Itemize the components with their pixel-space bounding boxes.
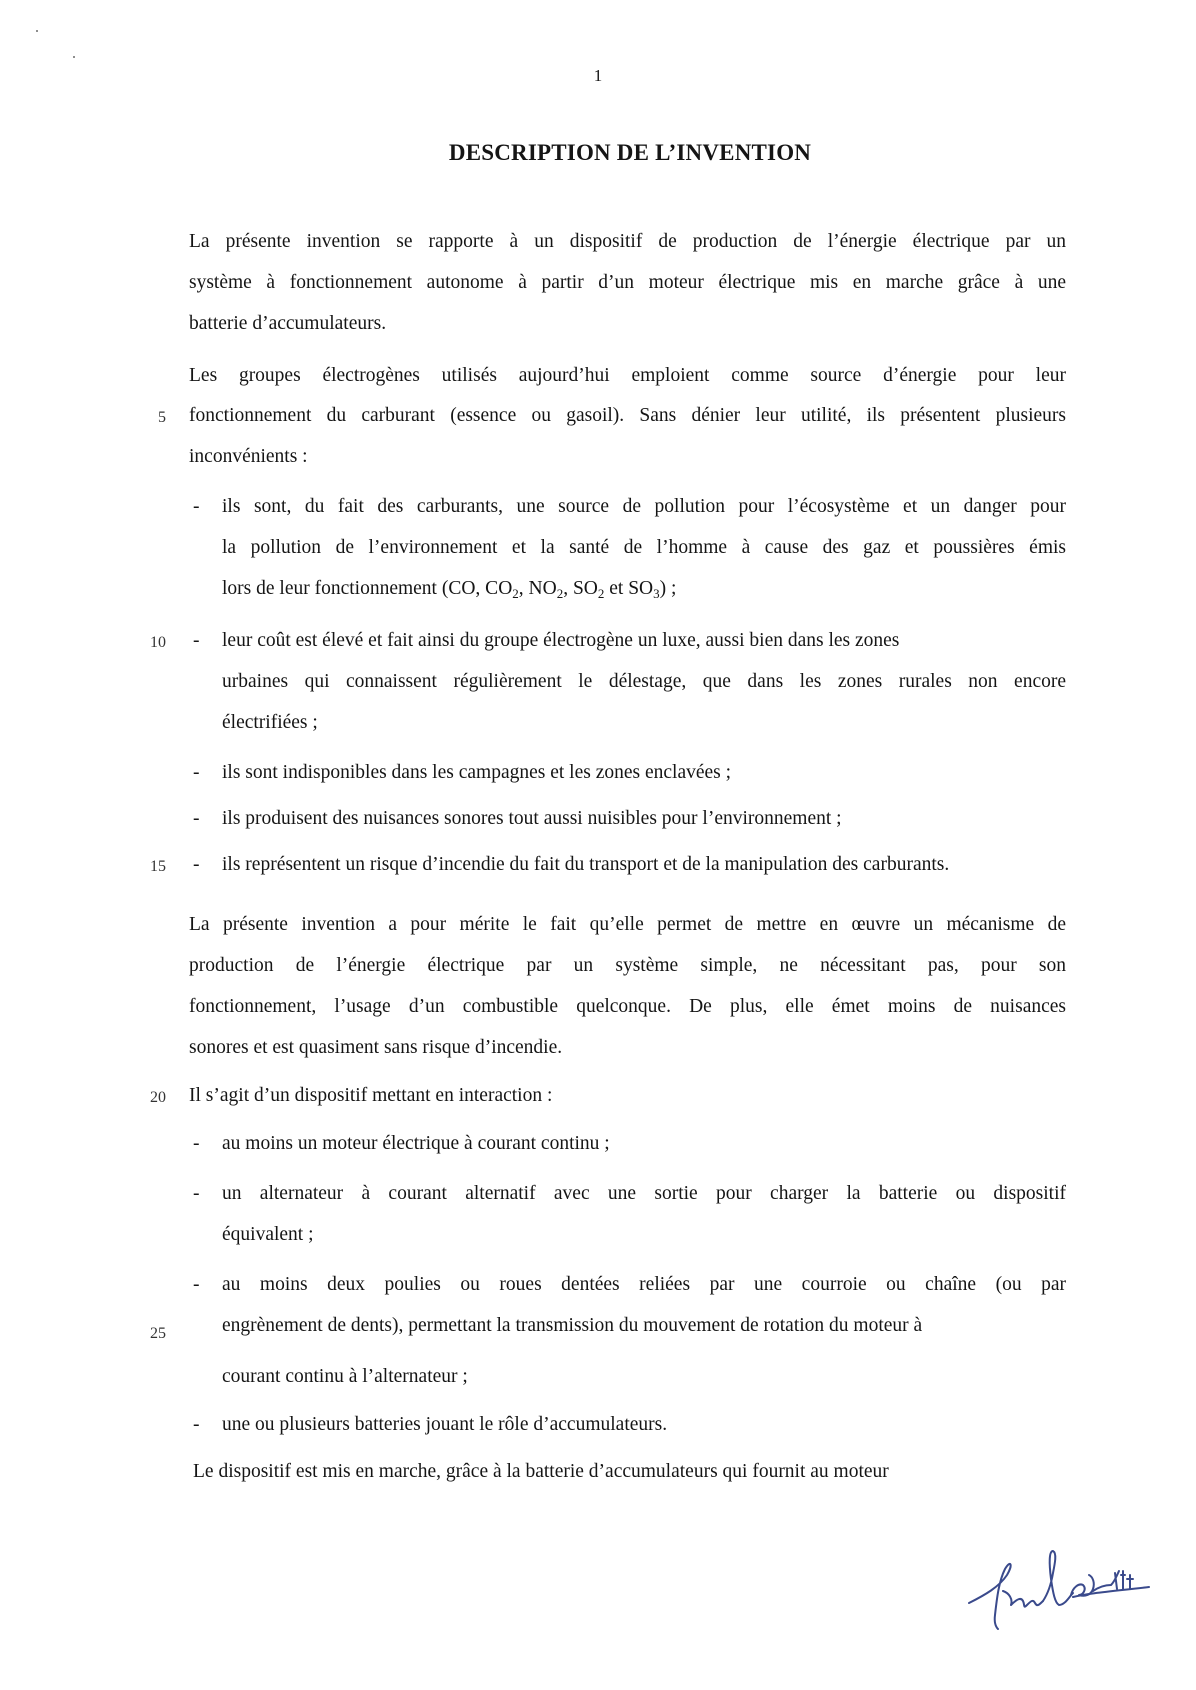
list-item-line: la pollution de l’environnement et la santé de l’homme à cause des gaz et poussières émis xyxy=(222,537,1066,558)
list-item-line: équivalent ; xyxy=(222,1224,314,1245)
subscript: 2 xyxy=(556,586,564,601)
paragraph-line: fonctionnement, l’usage d’un combustible quelconque. De plus, elle émet moins de nuisances xyxy=(189,996,1066,1017)
formula-text: , SO xyxy=(563,578,598,599)
formula-text: ) ; xyxy=(659,578,677,599)
list-item-line: un alternateur à courant alternatif avec une sortie pour charger la batterie ou dispositif xyxy=(222,1183,1066,1204)
paragraph-line: sonores et est quasiment sans risque d’incendie. xyxy=(189,1037,563,1058)
formula-text: , NO xyxy=(518,578,557,599)
page-number: 1 xyxy=(593,66,603,85)
formula-text: et SO xyxy=(604,578,654,599)
list-item-line xyxy=(222,576,1066,602)
line-number: 5 xyxy=(158,409,166,426)
list-item-line: courant continu à l’alternateur ; xyxy=(222,1366,468,1387)
list-item-line: électrifiées ; xyxy=(222,712,318,733)
paragraph-line: inconvénients : xyxy=(189,446,308,467)
list-item-line: ils sont, du fait des carburants, une source de pollution pour l’écosystème et un danger pour xyxy=(222,496,1066,517)
paragraph-line: batterie d’accumulateurs. xyxy=(189,313,387,334)
list-dash: - xyxy=(193,630,200,651)
formula-text: lors de leur fonctionnement (CO, CO xyxy=(222,578,513,599)
list-item-line: ils produisent des nuisances sonores tout aussi nuisibles pour l’environnement ; xyxy=(222,808,842,829)
list-dash: - xyxy=(193,1414,200,1435)
list-dash: - xyxy=(193,1183,200,1204)
paragraph-line: Il s’agit d’un dispositif mettant en interaction : xyxy=(189,1085,553,1106)
subscript: 2 xyxy=(597,586,605,601)
scan-speck xyxy=(36,30,38,32)
line-number: 15 xyxy=(150,858,166,875)
line-number: 20 xyxy=(150,1089,166,1106)
list-dash: - xyxy=(193,808,200,829)
handwritten-signature xyxy=(965,1545,1160,1635)
paragraph-line: Le dispositif est mis en marche, grâce à la batterie d’accumulateurs qui fournit au moteur xyxy=(193,1461,889,1482)
document-title: DESCRIPTION DE L’INVENTION xyxy=(448,140,812,165)
paragraph-line: fonctionnement du carburant (essence ou gasoil). Sans dénier leur utilité, ils présentent plusieurs xyxy=(189,405,1066,426)
list-item-line: engrènement de dents), permettant la transmission du mouvement de rotation du moteur à xyxy=(222,1315,923,1336)
paragraph-line: production de l’énergie électrique par un système simple, ne nécessitant pas, pour son xyxy=(189,955,1066,976)
list-dash: - xyxy=(193,854,200,875)
paragraph-line: La présente invention se rapporte à un dispositif de production de l’énergie électrique par un xyxy=(189,231,1066,252)
list-dash: - xyxy=(193,1133,200,1154)
list-item-line: urbaines qui connaissent régulièrement le délestage, que dans les zones rurales non encore xyxy=(222,671,1066,692)
list-item-line: une ou plusieurs batteries jouant le rôle d’accumulateurs. xyxy=(222,1414,668,1435)
list-dash: - xyxy=(193,496,200,517)
list-dash: - xyxy=(193,762,200,783)
list-dash: - xyxy=(193,1274,200,1295)
list-item-line: leur coût est élevé et fait ainsi du groupe électrogène un luxe, aussi bien dans les zones xyxy=(222,630,900,651)
list-item-line: au moins un moteur électrique à courant continu ; xyxy=(222,1133,610,1154)
scan-speck xyxy=(73,56,75,58)
paragraph-line: système à fonctionnement autonome à partir d’un moteur électrique mis en marche grâce à une xyxy=(189,272,1066,293)
subscript: 2 xyxy=(512,586,519,601)
line-number: 10 xyxy=(150,634,166,651)
list-item-line: ils sont indisponibles dans les campagnes et les zones enclavées ; xyxy=(222,762,732,783)
list-item-line: au moins deux poulies ou roues dentées reliées par une courroie ou chaîne (ou par xyxy=(222,1274,1066,1295)
list-item-line: ils représentent un risque d’incendie du fait du transport et de la manipulation des carburants. xyxy=(222,854,950,875)
subscript: 3 xyxy=(653,586,660,601)
paragraph-line: Les groupes électrogènes utilisés aujourd’hui emploient comme source d’énergie pour leur xyxy=(189,365,1066,386)
line-number: 25 xyxy=(150,1325,166,1342)
paragraph-line: La présente invention a pour mérite le fait qu’elle permet de mettre en œuvre un mécanisme de xyxy=(189,914,1066,935)
